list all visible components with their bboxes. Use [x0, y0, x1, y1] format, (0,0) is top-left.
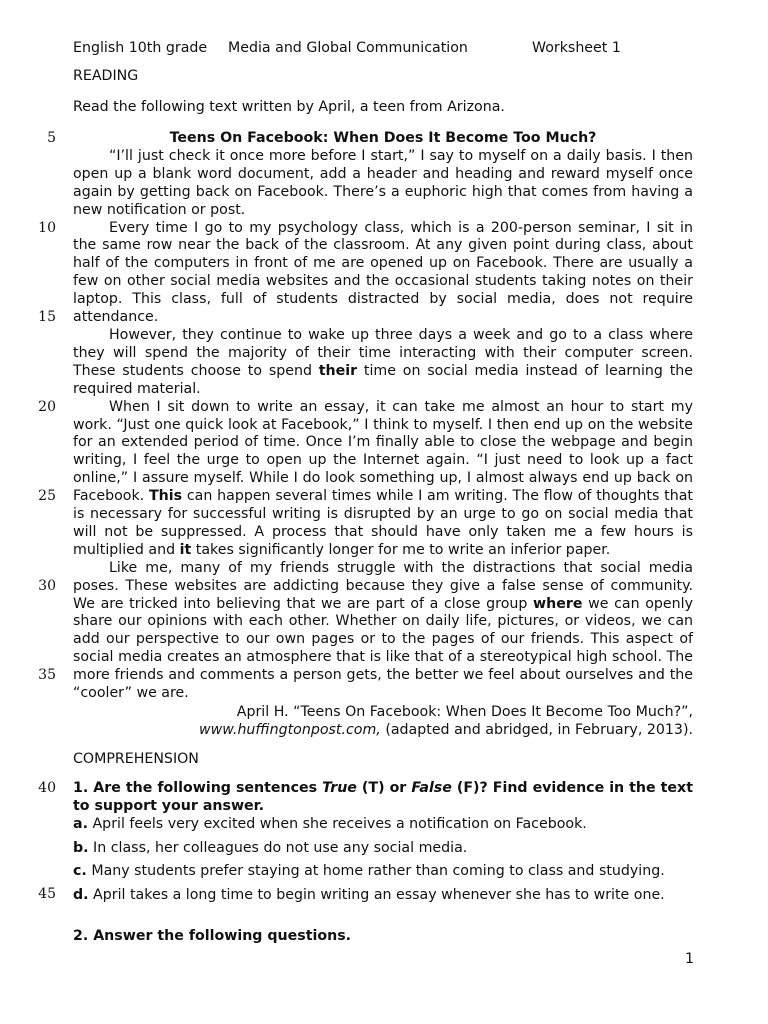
line-number: 5 — [47, 130, 56, 146]
course-label: English 10th grade — [73, 40, 208, 56]
line-number: 35 — [38, 667, 56, 683]
list-item: c. Many students prefer staying at home rather than coming to class and studying. — [73, 863, 665, 879]
question-2: 2. Answer the following questions. — [73, 928, 352, 944]
list-item: d. April takes a long time to begin writing an essay whenever she has to write one. — [73, 887, 665, 903]
paragraph-1: “I’ll just check it once more before I start,” I say to myself on a daily basis. I then open up a blank word document, add a header and heading and reward myself once again by getting back on Facebook. There’s a euphoric high that comes from having a new notification or post. — [73, 147, 693, 218]
article-title: Teens On Facebook: When Does It Become Too Much? — [169, 130, 597, 146]
line-number: 30 — [38, 578, 56, 594]
line-number: 40 — [38, 780, 56, 796]
list-item: b. In class, her colleagues do not use any social media. — [73, 840, 468, 856]
reading-heading: READING — [73, 68, 139, 84]
line-number: 20 — [38, 399, 56, 415]
line-number: 25 — [38, 488, 56, 504]
list-item: a. April feels very excited when she receives a notification on Facebook. — [73, 816, 587, 832]
line-number: 15 — [38, 309, 56, 325]
paragraph-4: When I sit down to write an essay, it can take me almost an hour to start my work. “Just one quick look at Facebook,” I think to myself. I then end up on the website for an extended period of time. Once I’m finally able to close the webpage and begin writing, I feel the urge to open up the Internet again. “I just need to look up a fact online,” I assure myself. While I do look something up, I almost always end up back on Facebook. This can happen several times while I am writing. The flow of thoughts that is necessary for successful writing is disrupted by an urge to go on social media that will not be suppressed. A process that should have only taken me a few hours is multiplied and it takes significantly longer for me to write an inferior paper. — [73, 398, 693, 558]
article — [73, 130, 693, 739]
comprehension-heading: COMPREHENSION — [73, 751, 199, 767]
paragraph-5: Like me, many of my friends struggle with the distractions that social media poses. These websites are addicting because they give a false sense of community. We are tricked into believing that we are part of a close group where we can openly share our opinions with each other. Whether on daily life, pictures, or videos, we can add our perspective to our own pages or to the pages of our friends. This aspect of social media creates an atmosphere that is like that of a stereotypical high school. The more friends and comments a person gets, the better we feel about ourselves and the “cooler” we are. — [73, 559, 693, 702]
source-url: www.huffingtonpost.com, — [199, 722, 381, 738]
paragraph-2: Every time I go to my psychology class, which is a 200-person seminar, I sit in the same row near the back of the classroom. At any given point during class, about half of the computers in front of me are opened up on Facebook. There are usually a few on other social media websites and the occasional students taking notes on their laptop. This class, full of students distracted by social media, does not require attendance. — [73, 219, 693, 326]
citation — [73, 703, 693, 739]
line-number: 45 — [38, 886, 56, 902]
paragraph-3: However, they continue to wake up three days a week and go to a class where they will spend the majority of their time interacting with their computer screen. These students choose to spend their time on social media instead of learning the required material. — [73, 326, 693, 397]
page-number: 1 — [685, 951, 695, 967]
subject-label: Media and Global Communication — [228, 40, 468, 56]
line-number: 10 — [38, 220, 56, 236]
citation-line-1: April H. “Teens On Facebook: When Does It Become Too Much?”, — [236, 704, 693, 720]
citation-line-2: www.huffingtonpost.com, (adapted and abridged, in February, 2013). — [199, 722, 693, 738]
worksheet-label: Worksheet 1 — [532, 40, 621, 56]
question-1: 1. Are the following sentences True (T) or False (F)? Find evidence in the text to support your answer. — [73, 780, 693, 814]
intro-text: Read the following text written by April, a teen from Arizona. — [73, 99, 505, 115]
